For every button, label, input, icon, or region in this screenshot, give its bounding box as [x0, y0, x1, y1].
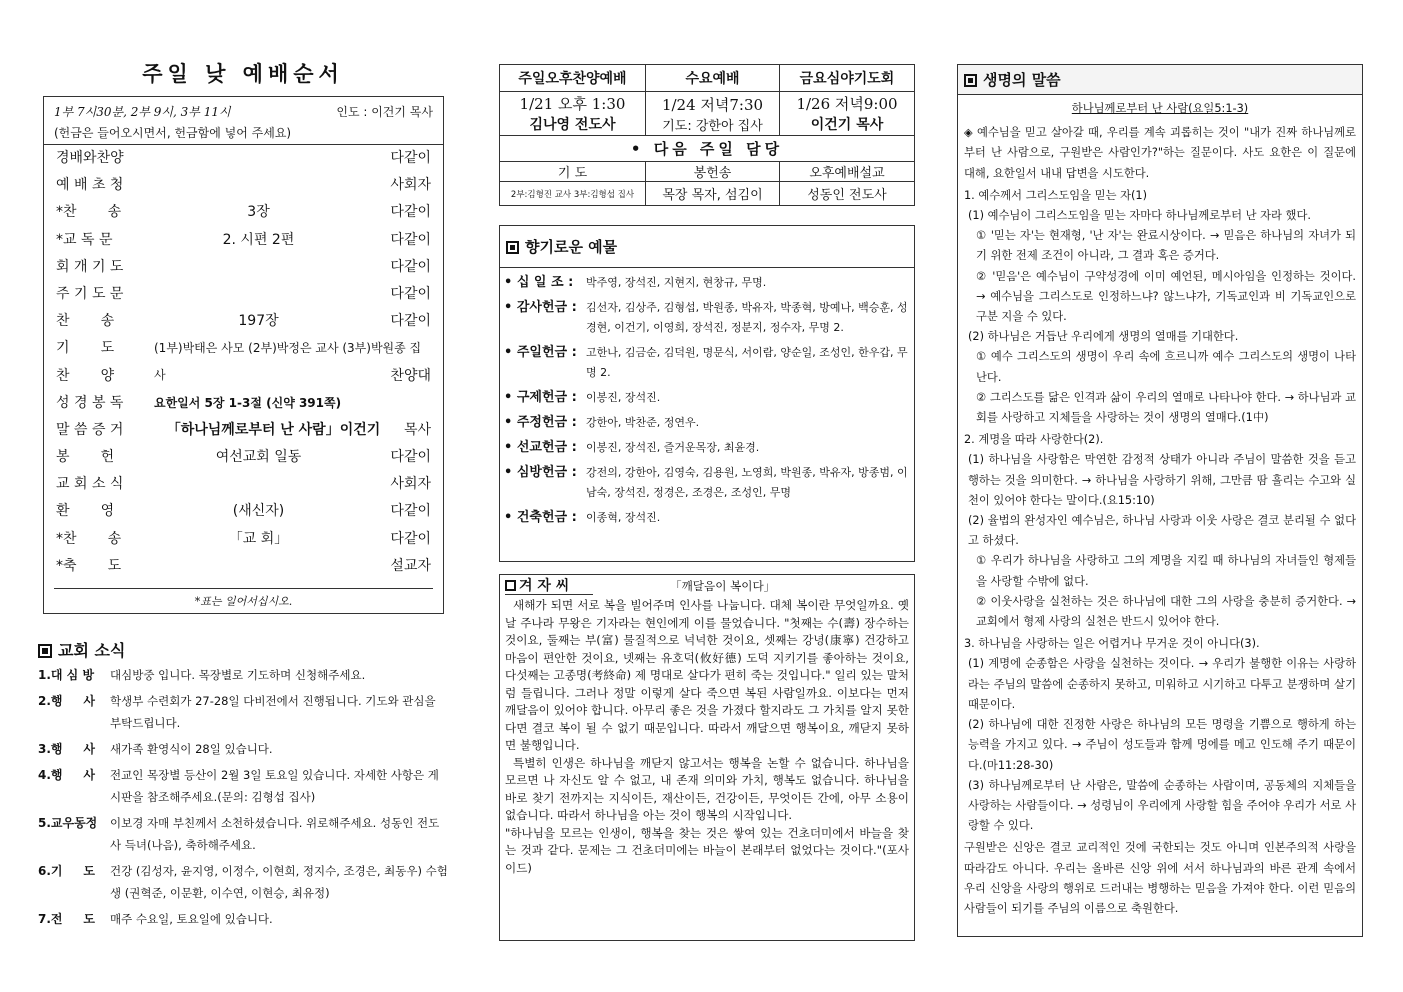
offering-rows: [500, 273, 914, 528]
order-row: [54, 308, 433, 335]
news-header: [38, 638, 125, 661]
order-item-name: 환 영: [56, 503, 115, 520]
word-of-life-subtitle: 하나님께로부터 난 사람(요일5:1-3): [1071, 102, 1249, 115]
order-item-content: (새신자): [232, 503, 285, 520]
order-row: [54, 498, 433, 525]
schedule-cell: [646, 92, 780, 136]
sermon-line: (2) 율법의 완성자인 예수님은, 하나님 사랑과 이웃 사랑은 결코 분리될 수 없다고 하셨다.: [968, 514, 1356, 548]
order-item-responsible: 다같이: [390, 204, 431, 221]
role-person: 2부:김형진 교사 3부:김형섭 집사: [500, 182, 646, 206]
role-person: 목장 목자, 섬김이: [646, 182, 780, 206]
order-item-content: 197장: [238, 313, 279, 330]
news-item-text: 대심방중 입니다. 목장별로 기도하며 신청해주세요.: [110, 668, 366, 682]
order-row: [54, 172, 433, 199]
sermon-line: ◈ 예수님을 믿고 살아갈 때, 우리를 계속 괴롭히는 것이 "내가 진짜 하나님께로부터 난 사람으로, 구원받은 사람인가?"하는 질문이다. 사도 요한은 이 질문에 대해, 요한일서 내내 답변을 시도한다.: [964, 126, 1356, 180]
offering-category: • 심방헌금 :: [504, 465, 577, 480]
sermon-line: 구원받은 신앙은 결코 교리적인 것에 국한되는 것도 아니며 인본주의적 사랑을 따라감도 아니다. 우리는 올바른 신앙 위에 서서 하나님과의 바른 관계 속에서 우리 신앙을 사랑의 행위로 드러내는 병행하는 믿음을 가져야 한다. 이런 믿음의 사람들이 되기를 주님의 이름으로 축원한다.: [964, 841, 1356, 915]
square-bullet-icon: [505, 580, 516, 591]
mustard-seed-paragraph: 특별히 인생은 하나님을 깨닫지 않고서는 행복을 논할 수 없습니다. 하나님을 모르면 나 자신도 알 수 없고, 내 존재 의미와 가치, 행복도 없습니다. 하나님을 바로 찾기 전까지는 지식이든, 재산이든, 건강이든, 무엇이든 간에, 아무 소용이 없습니다. 따라서 하나님을 아는 것이 행복의 시작입니다.: [505, 755, 909, 822]
word-of-life-header: [958, 65, 1362, 95]
news-item: [38, 664, 448, 686]
offering-row: [500, 438, 914, 458]
schedule-table: [499, 64, 915, 206]
schedule-date: 1/24 저녁7:30: [661, 95, 764, 114]
mustard-seed-subtitle: 「깨달음이 복이다」: [670, 579, 776, 593]
order-item-content: 요한일서 5장 1-3절 (신약 391쪽): [154, 395, 342, 410]
offering-row: [500, 273, 914, 293]
sermon-line: ① 우리가 하나님을 사랑하고 그의 계명을 지킬 때 하나님의 자녀들인 형제들을 사랑할 수밖에 없다.: [976, 554, 1356, 588]
news-item-key: 4.행 사: [38, 768, 95, 782]
order-item-name: *찬 송: [56, 530, 122, 547]
sermon-line: (2) 하나님에 대한 진정한 사랑은 하나님의 모든 명령을 기쁨으로 행하게 하는 능력을 가지고 있다. → 주님이 성도들과 함께 멍에를 메고 인도해 주기 때문이다.(마11:28-30): [968, 718, 1356, 772]
order-row: [54, 444, 433, 471]
offering-category: • 십 일 조 :: [504, 275, 574, 290]
sermon-line: (2) 하나님은 거듭난 우리에게 생명의 열매를 기대한다.: [968, 330, 1239, 344]
order-item-name: 말 씀 증 거: [56, 421, 124, 438]
offering-category: • 감사헌금 :: [504, 300, 577, 315]
sermon-line: 3. 하나님을 사랑하는 일은 어렵거나 무거운 것이 아니다(3).: [964, 637, 1260, 651]
schedule-header: 금요심야기도회: [780, 65, 915, 92]
news-title: 교회 소식: [58, 641, 126, 660]
order-row: [54, 363, 433, 390]
news-item-key: 3.행 사: [38, 742, 95, 756]
order-item-responsible: 사회자: [390, 476, 431, 493]
order-item-name: 찬 양: [56, 367, 115, 384]
news-item-text: 학생부 수련회가 27-28일 다비전에서 진행됩니다. 기도와 관심을 부탁드립니다.: [110, 694, 436, 730]
square-bullet-icon: [506, 241, 519, 254]
news-item-key: 1.대 심 방: [38, 668, 95, 682]
offering-row: [500, 388, 914, 408]
order-footnote: *표는 일어서십시오.: [54, 588, 433, 609]
sermon-lines: [964, 123, 1356, 919]
order-item-responsible: 설교자: [390, 557, 431, 574]
offering-row: [500, 413, 914, 433]
word-of-life-body: [958, 95, 1362, 923]
mustard-seed-title-text: 겨 자 씨: [519, 578, 570, 594]
service-leader: 인도 : 이건기 목사: [336, 105, 433, 119]
offering-category: • 구제헌금 :: [504, 390, 577, 405]
schedule-person: 기도: 강한아 집사: [662, 118, 763, 134]
order-item-name: *찬 송: [56, 204, 122, 221]
order-row: [54, 254, 433, 281]
news-item-key: 5.교우동정: [38, 816, 98, 830]
order-row: [54, 199, 433, 226]
role-header: 봉헌송: [646, 162, 780, 182]
news-item-key: 7.전 도: [38, 912, 95, 926]
order-item-name: 기 도: [56, 340, 115, 357]
offering-row: [500, 298, 914, 338]
news-item-text: 전교인 목장별 등산이 2월 3일 토요일 있습니다. 자세한 사항은 게시판을 참조해주세요.(문의: 김형섭 집사): [110, 768, 439, 804]
news-item: [38, 690, 448, 734]
offering-names: 고한나, 김금순, 김덕원, 명문식, 서이람, 양순일, 조성인, 한우갑, 무명 2.: [586, 346, 908, 379]
order-item-responsible: 다같이: [390, 231, 431, 248]
order-item-name: *축 도: [56, 557, 122, 574]
offering-note: (헌금은 들어오시면서, 헌금함에 넣어 주세요): [44, 123, 443, 145]
offering-names: 이봉진, 장석진, 즐거운목장, 최윤경.: [586, 441, 760, 454]
order-item-responsible: 다같이: [390, 285, 431, 302]
order-item-name: 회 개 기 도: [56, 258, 124, 275]
order-item-content: 3장: [247, 204, 270, 221]
square-bullet-icon: [964, 74, 977, 87]
order-item-responsible: 다같이: [390, 449, 431, 466]
order-item-name: 주 기 도 문: [56, 285, 124, 302]
news-item-key: 6.기 도: [38, 864, 95, 878]
order-item-name: 찬 송: [56, 313, 115, 330]
role-header: 오후예배설교: [780, 162, 915, 182]
order-item-responsible: 찬양대: [390, 367, 431, 384]
news-item-text: 새가족 환영식이 28일 있습니다.: [110, 742, 273, 756]
order-row: [54, 227, 433, 254]
schedule-date: 1/26 저녁9:00: [796, 95, 898, 113]
news-item: [38, 812, 448, 856]
offering-category: • 주일헌금 :: [504, 345, 577, 360]
order-item-responsible: 사회자: [390, 177, 431, 194]
offering-names: 강한아, 박찬준, 정연우.: [586, 416, 700, 429]
schedule-cell: [500, 92, 646, 136]
sermon-line: (3) 하나님께로부터 난 사람은, 말씀에 순종하는 사람이며, 공동체의 지체들을 사랑하는 사람들이다. → 성령님이 우리에게 사랑할 힘을 주어야 우리가 서로 사랑할 수 있다.: [968, 778, 1356, 833]
next-sunday-title: • 다음 주일 담당: [500, 136, 915, 162]
news-item: [38, 764, 448, 808]
worship-order-title: 주일 낮 예배순서: [142, 62, 344, 86]
sermon-line: (1) 계명에 순종함은 사랑을 실천하는 것이다. → 우리가 불행한 이유는 사랑하라는 주님의 말씀에 순종하지 못하고, 미워하고 시기하고 다투고 분쟁하며 살기 때문이다.: [968, 657, 1356, 711]
order-item-name: 경배와찬양: [56, 150, 124, 166]
order-row: [54, 281, 433, 308]
worship-times: [54, 101, 433, 123]
offering-names: 이봉진, 장석진.: [586, 391, 661, 404]
mustard-seed-paragraph: "하나님을 모르는 인생이, 행복을 찾는 것은 쌓여 있는 건초더미에서 바늘을 찾는 것과 같다. 문제는 그 건초더미에는 바늘이 본래부터 없었다는 것이다."(포사이드): [505, 825, 909, 875]
order-item-responsible: 다같이: [390, 150, 431, 166]
word-of-life-title: 생명의 말씀: [983, 71, 1061, 89]
offering-names: 이종혁, 장석진.: [586, 511, 661, 524]
news-item-text: 매주 수요일, 토요일에 있습니다.: [110, 912, 273, 926]
news-item: [38, 860, 448, 904]
news-item: [38, 738, 448, 760]
service-times: 1부 7시30분, 2부 9시, 3부 11시: [54, 105, 231, 119]
order-item-content: (1부)박태은 사모 (2부)박정은 교사 (3부)박원종 집사: [154, 341, 422, 383]
order-row: [54, 553, 433, 580]
order-row: [54, 390, 433, 417]
order-item-content: 「하나님께로부터 난 사람」이건기: [166, 421, 381, 438]
order-item-responsible: 다같이: [390, 530, 431, 547]
news-item-text: 건강 (김성자, 윤지영, 이정수, 이현희, 정지수, 조경은, 최동우) 수험생 (권혁준, 이문환, 이수연, 이현승, 최유정): [110, 864, 448, 900]
mustard-seed-title: [505, 578, 593, 595]
offering-category: • 주정헌금 :: [504, 415, 577, 430]
order-row: [54, 526, 433, 553]
order-item-responsible: 다같이: [390, 258, 431, 275]
schedule-person: 김나영 전도사: [529, 117, 616, 133]
news-item: [38, 908, 448, 930]
schedule-date: 1/21 오후 1:30: [519, 95, 626, 113]
sermon-line: ① 예수 그리스도의 생명이 우리 속에 흐르니까 예수 그리스도의 생명이 나타난다.: [976, 350, 1356, 384]
sermon-line: 2. 계명을 따라 사랑한다(2).: [964, 433, 1104, 447]
offering-names: 김선자, 김상주, 김형섭, 박원종, 박유자, 박종혁, 방예나, 백승훈, 성경현, 이건기, 이영희, 장석진, 정분지, 정수자, 무명 2.: [586, 301, 908, 334]
offering-row: [500, 508, 914, 528]
order-item-content: 「교 회」: [228, 530, 289, 547]
order-item-content: 여선교회 일동: [215, 449, 302, 466]
order-item-content: 2. 시편 2편: [222, 231, 295, 248]
news-item-text: 이보경 자매 부친께서 소천하셨습니다. 위로해주세요. 성동인 전도사 득녀(나음), 축하해주세요.: [110, 816, 440, 852]
news-list: [38, 664, 448, 934]
role-person: 성동인 전도사: [780, 182, 915, 206]
order-row: [54, 417, 433, 444]
order-row: [54, 471, 433, 498]
order-item-name: *교 독 문: [56, 231, 113, 248]
mustard-seed-paragraph: 새해가 되면 서로 복을 빌어주며 인사를 나눕니다. 대체 복이란 무엇일까요. 옛날 주나라 무왕은 기자라는 현인에게 이를 물었습니다. "첫째는 수(壽) 장수하는 것이요, 둘째는 부(富) 물질적으로 넉넉한 것이요, 셋째는 강녕(康寧) 건강하고 마음이 편안한 것이요, 넷째는 유호덕(攸好德) 도덕 지키기를 좋아하는 것이요, 다섯째는 고종명(考終命) 제 명대로 살다가 편히 죽는 것입니다." 일리 있는 말처럼 들립니다. 그러나 정말 이렇게 살다 죽으면 복된 사람일까요. 이보다는 먼저 깨달음이 있어야 합니다. 아무리 좋은 것을 가졌다 할지라도 그 가치를 알지 못한다면 결코 복이 될 수 없기 때문입니다. 따라서 깨달으면 행복이요, 깨닫지 못하면 불행입니다.: [505, 598, 909, 752]
order-item-responsible: 다같이: [390, 313, 431, 330]
sermon-line: (1) 예수님이 그리스도임을 믿는 자마다 하나님께로부터 난 자라 했다.: [968, 209, 1311, 223]
sermon-line: (1) 하나님을 사랑함은 막연한 감정적 상태가 아니라 주님이 말씀한 것을 듣고 행하는 것을 의미한다. → 하나님을 사랑하기 위해, 그만큼 땀 흘리는 수고와 실천이 있어야 한다는 말이다.(요15:10): [968, 453, 1356, 507]
square-bullet-icon: [38, 644, 52, 658]
offering-category: • 건축헌금 :: [504, 510, 577, 525]
word-of-life-box: [957, 64, 1363, 937]
offering-row: [500, 463, 914, 503]
sermon-line: 1. 예수께서 그리스도임을 믿는 자(1): [964, 188, 1148, 202]
mustard-seed-box: [499, 574, 915, 941]
sermon-line: ② '믿음'은 예수님이 구약성경에 이미 예언된, 메시아임을 인정하는 것이다. → 예수님을 그리스도로 인정하느냐? 않느냐가, 기독교인과 비 기독교인으로 구분 지을 수 있다.: [976, 269, 1356, 324]
schedule-person: 이건기 목사: [810, 117, 884, 133]
order-item-name: 성 경 봉 독: [56, 394, 124, 411]
role-header: 기 도: [500, 162, 646, 182]
offering-box: [499, 225, 915, 562]
mustard-seed-header: [505, 575, 909, 597]
sermon-line: ① '믿는 자'는 현재형, '난 자'는 완료시상이다. → 믿음은 하나님의 자녀가 되기 위한 전제 조건이 아니라, 그 결과 혹은 증거다.: [976, 229, 1356, 263]
order-item-responsible: 다같이: [390, 503, 431, 520]
schedule-header: 수요예배: [646, 65, 780, 92]
schedule-header: 주일오후찬양예배: [500, 65, 646, 92]
order-row: [54, 145, 433, 172]
offering-names: 박주영, 장석진, 지현지, 현창규, 무명.: [586, 276, 767, 289]
sermon-line: ② 이웃사랑을 실천하는 것은 하나님에 대한 그의 사랑을 충분히 증거한다. → 교회에서 형제 사랑의 실천은 반드시 있어야 한다.: [976, 594, 1356, 629]
order-item-name: 교 회 소 식: [56, 476, 124, 493]
order-item-name: 봉 헌: [56, 449, 115, 466]
worship-order-box: [43, 96, 444, 614]
offering-header: [500, 226, 914, 268]
news-item-key: 2.행 사: [38, 694, 95, 708]
order-item-name: 예 배 초 청: [56, 177, 124, 194]
offering-row: [500, 343, 914, 383]
offering-title: 향기로운 예물: [525, 238, 618, 256]
schedule-cell: [780, 92, 915, 136]
offering-names: 강전의, 강한아, 김영숙, 김용원, 노영희, 박원종, 박유자, 방종범, 이남숙, 장석진, 정경은, 조경은, 조성인, 무명: [586, 466, 908, 499]
offering-category: • 선교헌금 :: [504, 440, 577, 455]
sermon-line: ② 그리스도를 닮은 인격과 삶이 우리의 열매로 나타나야 한다. → 하나님과 교회를 사랑하고 지체들을 사랑하는 것이 생명의 열매다.(1中): [976, 390, 1356, 425]
order-item-responsible: 목사: [403, 421, 431, 438]
order-rows: [54, 145, 433, 580]
